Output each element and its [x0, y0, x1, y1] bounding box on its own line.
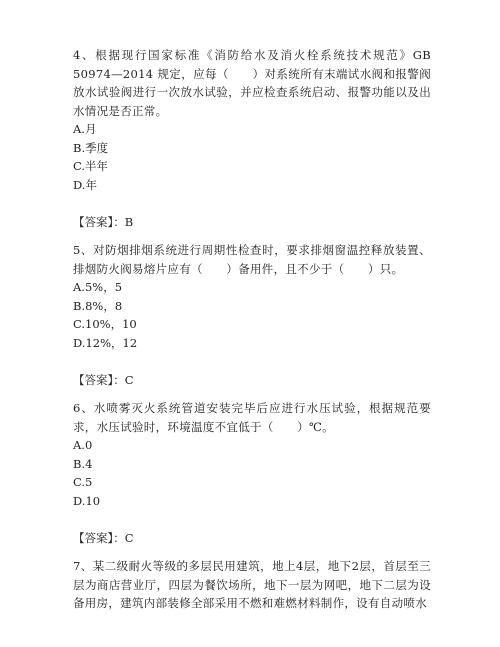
option-b: B.8%，8 [73, 298, 123, 313]
question-list [73, 46, 431, 613]
question-6 [73, 399, 431, 557]
question-4 [73, 46, 431, 241]
question-text: 5、对防烟排烟系统进行周期性检查时，要求排烟窗温控释放装置、排烟防火阀易熔片应有（ ）备用件，且不少于（ ）只。 [73, 243, 431, 276]
question-text: 4、根据现行国家标准《消防给水及消火栓系统技术规范》GB 50974—2014 规定，应每（ ）对系统所有末端试水阀和报警阀放水试验阀进行一次放水试验，并应检查系统启动、报警功能以及出水情况是否正常。 [73, 48, 431, 118]
question-7 [73, 557, 431, 613]
answer-label: 【答案】：C [73, 373, 134, 387]
option-c: C.5 [73, 475, 93, 489]
option-a: A.月 [73, 122, 97, 136]
answer-label: 【答案】：C [73, 531, 134, 545]
option-b: B.4 [73, 456, 93, 471]
option-d: D.12%，12 [73, 335, 138, 350]
option-d: D.10 [73, 493, 101, 508]
option-b: B.季度 [73, 140, 109, 155]
question-5 [73, 241, 431, 399]
option-d: D.年 [73, 177, 97, 192]
option-c: C.半年 [73, 159, 109, 173]
option-a: A.5%，5 [73, 280, 123, 294]
option-c: C.10%，10 [73, 317, 137, 331]
question-text: 6、水喷雾灭火系统管道安装完毕后应进行水压试验，根据规范要求，水压试验时，环境温度不宜低于（ ）℃。 [73, 401, 431, 434]
question-text: 7、某二级耐火等级的多层民用建筑，地上4层，地下2层，首层至三层为商店营业厅，四层为餐饮场所，地下一层为网吧，地下二层为设备用房，建筑内部装修全部采用不燃和难燃材料制作，设有自动喷水 [73, 559, 431, 610]
option-a: A.0 [73, 438, 93, 452]
answer-label: 【答案】：B [73, 215, 134, 229]
